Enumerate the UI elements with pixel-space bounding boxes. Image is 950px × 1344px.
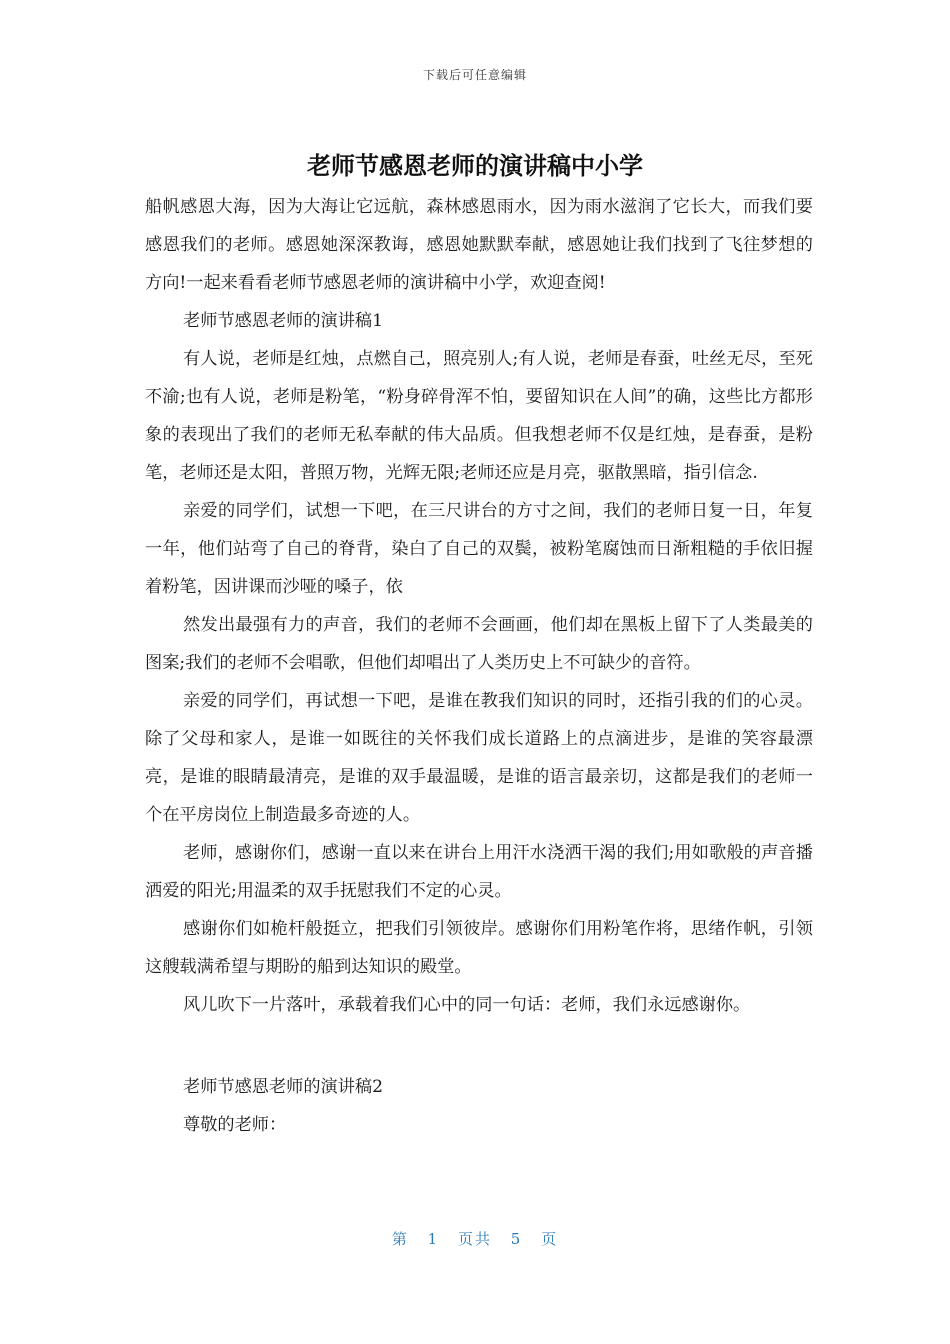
body-paragraph: 亲爱的同学们，试想一下吧，在三尺讲台的方寸之间，我们的老师日复一日，年复一年，他们站弯了自己的脊背，染白了自己的双鬓，被粉笔腐蚀而日渐粗糙的手依旧握着粉笔，因讲课而沙哑的嗓子，依 [145, 501, 813, 597]
page-header-note: 下载后可任意编辑 [422, 68, 527, 82]
section-heading-speech-2: 老师节感恩老师的演讲稿2 [183, 1077, 383, 1097]
total-page-count: 5 [510, 1230, 523, 1248]
document-body [145, 188, 813, 1144]
footer-label-middle: 页共 [457, 1230, 492, 1248]
section-spacer [145, 1024, 813, 1068]
body-paragraph: 风儿吹下一片落叶，承载着我们心中的同一句话：老师，我们永远感谢你。 [183, 995, 751, 1015]
page-footer [0, 1228, 950, 1249]
footer-label-prefix: 第 [391, 1230, 409, 1248]
body-paragraph: 有人说，老师是红烛，点燃自己，照亮别人;有人说，老师是春蚕，吐丝无尽，至死不渝;也有人说，老师是粉笔，“粉身碎骨浑不怕，要留知识在人间”的确，这些比方都形象的表现出了我们的老师无私奉献的伟大品质。但我想老师不仅是红烛，是春蚕，是粉笔，老师还是太阳，普照万物，光辉无限;老师还应是月亮，驱散黑暗，指引信念. [145, 349, 813, 483]
section-heading-speech-1: 老师节感恩老师的演讲稿1 [183, 311, 383, 331]
current-page-number: 1 [427, 1230, 440, 1248]
body-paragraph: 亲爱的同学们，再试想一下吧，是谁在教我们知识的同时，还指引我的们的心灵。除了父母和家人，是谁一如既往的关怀我们成长道路上的点滴进步，是谁的笑容最漂亮，是谁的眼睛最清亮，是谁的双手最温暖，是谁的语言最亲切，这都是我们的老师一个在平房岗位上制造最多奇迹的人。 [145, 691, 813, 825]
intro-paragraph: 船帆感恩大海，因为大海让它远航，森林感恩雨水，因为雨水滋润了它长大，而我们要感恩我们的老师。感恩她深深教诲，感恩她默默奉献，感恩她让我们找到了飞往梦想的方向!一起来看看老师节感恩老师的演讲稿中小学，欢迎查阅! [145, 197, 813, 293]
body-paragraph: 感谢你们如桅杆般挺立，把我们引领彼岸。感谢你们用粉笔作将，思绪作帆，引领这艘载满希望与期盼的船到达知识的殿堂。 [145, 919, 813, 977]
footer-label-suffix: 页 [541, 1230, 559, 1248]
body-paragraph: 然发出最强有力的声音，我们的老师不会画画，他们却在黑板上留下了人类最美的图案;我们的老师不会唱歌，但他们却唱出了人类历史上不可缺少的音符。 [145, 615, 813, 673]
document-title: 老师节感恩老师的演讲稿中小学 [307, 152, 643, 180]
salutation: 尊敬的老师： [183, 1115, 287, 1135]
body-paragraph: 老师，感谢你们，感谢一直以来在讲台上用汗水浇洒干渴的我们;用如歌般的声音播洒爱的阳光;用温柔的双手抚慰我们不定的心灵。 [145, 843, 813, 901]
